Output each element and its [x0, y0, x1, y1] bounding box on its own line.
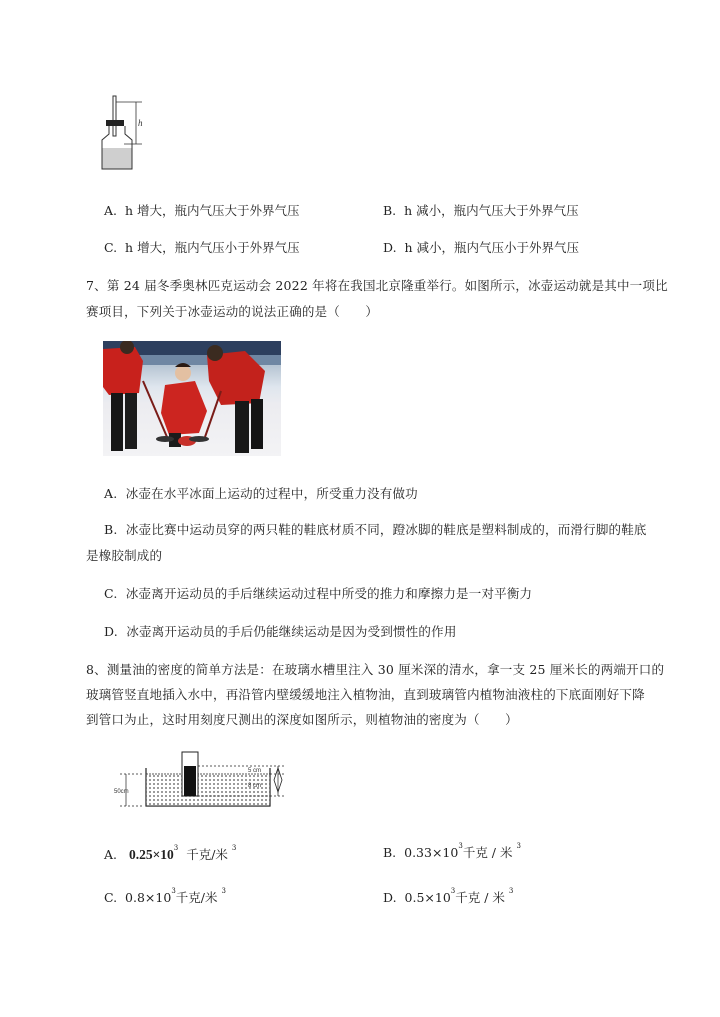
bottle-stopper	[106, 120, 124, 126]
dim-label-left: 50cm	[114, 789, 129, 795]
option-letter: B.	[383, 203, 397, 218]
option-unit: 千克 / 米	[462, 845, 513, 860]
q8-option-b	[383, 843, 521, 861]
option-text: 冰壶离开运动员的手后仍能继续运动是因为受到惯性的作用	[126, 624, 457, 639]
option-letter: D.	[383, 890, 397, 905]
q7-option-a	[104, 484, 418, 502]
unit-exponent: 3	[231, 844, 237, 852]
q8-stem-line-2: 玻璃管竖直地插入水中，再沿管内壁缓缓地注入植物油，直到玻璃管内植物油液柱的下底面刚好下降	[86, 687, 645, 702]
option-text: h 增大，瓶内气压大于外界气压	[124, 203, 300, 218]
tank-figure	[108, 746, 294, 812]
curling-photo	[103, 341, 281, 456]
bottle-figure	[96, 92, 148, 174]
water-in-tank	[147, 774, 270, 805]
q7-option-d	[104, 622, 457, 640]
q8-option-d	[383, 888, 513, 906]
q7-stem-line-1: 7、第 24 届冬季奥林匹克运动会 2022 年将在我国北京隆重举行。如图所示，冰壶运动就是其中一项比	[86, 278, 668, 293]
unit-exponent: 3	[508, 887, 514, 895]
option-letter: A.	[104, 486, 118, 501]
option-letter: D.	[104, 624, 118, 639]
q7-option-b-continued: 是橡胶制成的	[86, 548, 163, 563]
q6-option-d	[383, 238, 579, 256]
option-value: 0.8×10	[125, 890, 172, 905]
option-unit: 千克 / 米	[455, 890, 505, 905]
option-unit: 千克/米	[186, 847, 228, 862]
q8-stem-line-1: 8、测量油的密度的简单方法是：在玻璃水槽里注入 30 厘米深的清水，拿一支 25 厘米长的两端开口的	[86, 662, 665, 677]
option-unit: 千克/米	[175, 890, 218, 905]
option-letter: C.	[104, 890, 118, 905]
q8-stem-line-3: 到管口为止，这时用刻度尺测出的深度如图所示，则植物油的密度为（ ）	[86, 712, 518, 727]
option-value: 0.25×10	[128, 847, 174, 862]
option-text: 冰壶在水平冰面上运动的过程中，所受重力没有做功	[125, 486, 418, 501]
unit-exponent: 3	[221, 887, 226, 895]
q8-option-a	[104, 845, 236, 863]
option-letter: B.	[383, 845, 397, 860]
glass-tube	[113, 96, 116, 136]
dim-label-right-mid: 8 cm	[248, 783, 262, 789]
option-exponent: 3	[173, 844, 179, 852]
option-exponent: 3	[171, 887, 176, 895]
option-text: h 减小，瓶内气压大于外界气压	[404, 203, 579, 218]
option-letter: A.	[104, 847, 118, 862]
q7-option-c	[104, 584, 532, 602]
q7-stem-line-2: 赛项目，下列关于冰壶运动的说法正确的是（ ）	[86, 304, 379, 319]
option-letter: D.	[383, 240, 397, 255]
option-text: 冰壶离开运动员的手后继续运动过程中所受的推力和摩擦力是一对平衡力	[125, 586, 533, 601]
height-label: h	[138, 118, 143, 128]
option-value: 0.33×10	[404, 845, 459, 860]
option-exponent: 3	[450, 887, 456, 895]
option-value: 0.5×10	[404, 890, 451, 905]
option-letter: A.	[104, 203, 118, 218]
option-letter: C.	[104, 240, 118, 255]
option-exponent: 3	[458, 842, 463, 850]
option-letter: B.	[104, 522, 118, 537]
q8-option-c	[104, 888, 226, 906]
option-text: h 增大，瓶内气压小于外界气压	[125, 240, 300, 255]
option-text: 冰壶比赛中运动员穿的两只鞋的鞋底材质不同，蹬冰脚的鞋底是塑料制成的，而滑行脚的鞋底	[125, 522, 647, 537]
bottle-liquid	[103, 148, 132, 169]
q6-option-b	[383, 201, 579, 219]
dim-label-right-top: 5 cm	[248, 768, 262, 774]
option-letter: C.	[104, 586, 118, 601]
q6-option-c	[104, 238, 300, 256]
q6-option-a	[104, 201, 300, 219]
unit-exponent: 3	[516, 842, 521, 850]
option-text: h 减小，瓶内气压小于外界气压	[404, 240, 580, 255]
q7-option-b	[104, 520, 647, 538]
oil-column	[184, 766, 196, 796]
